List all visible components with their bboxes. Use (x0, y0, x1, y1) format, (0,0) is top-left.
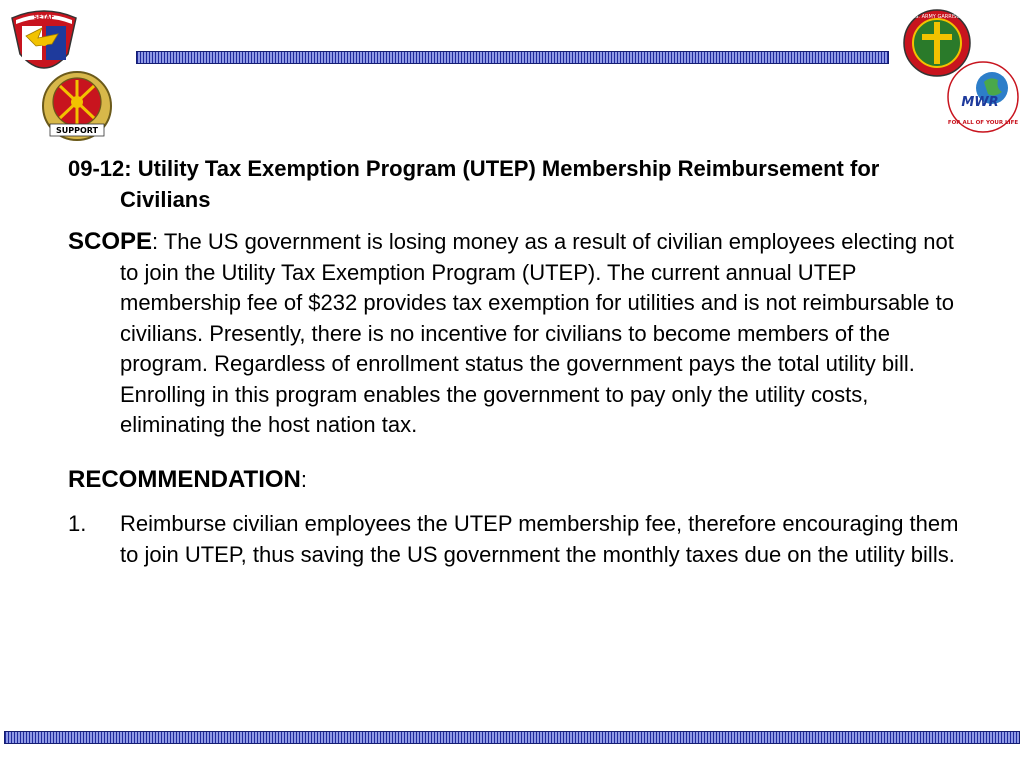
recommendation-number: 1. (68, 511, 87, 536)
scope-paragraph (68, 227, 968, 441)
svg-text:SETAF: SETAF (33, 14, 55, 21)
recommendation-label: RECOMMENDATION (68, 465, 301, 493)
top-divider-bar (136, 51, 889, 64)
mwr-logo (946, 60, 1020, 134)
scope-text: The US government is losing money as a result of civilian employees electing not to join the Utility Tax Exemption Program (UTEP). The current annual UTEP membership fee of $232 provides tax exemption for utilities and is not reimbursable to civilians. Presently, there is no incentive for civilians to become members of the program. Regardless of enrollment status the government pays the total utility bill. Enrolling in this program enables the government to pay only the utility costs, eliminating the host nation tax. (120, 229, 954, 437)
svg-text:U.S. ARMY GARRISON: U.S. ARMY GARRISON (909, 14, 965, 20)
scope-colon: : (152, 229, 159, 254)
slide-title: 09-12: Utility Tax Exemption Program (UTEP) Membership Reimbursement for Civilians (68, 156, 880, 212)
svg-text:SUPPORT: SUPPORT (55, 126, 99, 135)
scope-label: SCOPE (68, 228, 153, 255)
recommendation-colon: : (300, 466, 307, 492)
recommendation-heading (68, 465, 968, 496)
recommendation-item (68, 509, 968, 570)
slide-content (68, 154, 968, 570)
svg-text:FOR ALL OF YOUR LIFE: FOR ALL OF YOUR LIFE (947, 120, 1019, 126)
army-support-insignia-logo (36, 66, 118, 144)
recommendation-text: Reimburse civilian employees the UTEP membership fee, therefore encouraging them to join UTEP, thus saving the US government the monthly taxes due on the utility bills. (120, 511, 959, 567)
svg-text:MWR: MWR (961, 95, 999, 110)
bottom-divider-bar (4, 731, 1020, 744)
